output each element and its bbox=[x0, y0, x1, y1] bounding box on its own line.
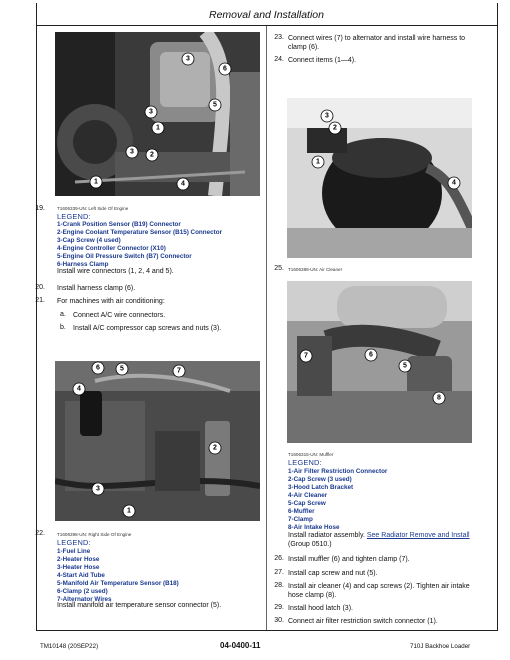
svg-text:6: 6 bbox=[369, 351, 373, 359]
step-19-text: Install wire connectors (1, 2, 4 and 5). bbox=[57, 268, 174, 275]
figure1-legend-item: 2-Engine Coolant Temperature Sensor (B15) Connector bbox=[57, 229, 223, 236]
figure2-legend-item: 6-Clamp (2 used) bbox=[57, 588, 108, 595]
svg-text:3: 3 bbox=[149, 108, 153, 116]
callout-3-mid bbox=[145, 106, 157, 118]
figure2-legend-item: 7-Alternator Wires bbox=[57, 596, 112, 603]
figure2-legend-title: LEGEND: bbox=[57, 538, 91, 547]
svg-text:1: 1 bbox=[94, 178, 98, 186]
step-26-text: Install muffler (6) and tighten clamp (7). bbox=[288, 556, 410, 563]
figure2-callouts bbox=[55, 361, 260, 521]
figure4-callouts bbox=[287, 281, 472, 443]
step-29-text: Install hood latch (3). bbox=[288, 605, 353, 612]
callout-4 bbox=[448, 177, 460, 189]
step-24-text: Connect items (1—4). bbox=[288, 57, 357, 64]
figure4-legend-item: 8-Air Intake Hose bbox=[288, 524, 340, 531]
callout-8 bbox=[433, 392, 445, 404]
svg-text:2: 2 bbox=[213, 444, 217, 452]
svg-text:6: 6 bbox=[96, 364, 100, 372]
radiator-procedure-link[interactable]: See Radiator Remove and Install bbox=[366, 532, 470, 539]
step-28-text-line2: hose clamp (8). bbox=[288, 592, 337, 599]
svg-text:4: 4 bbox=[181, 180, 185, 188]
step-20-text: Install harness clamp (6). bbox=[57, 285, 136, 292]
svg-text:4: 4 bbox=[77, 385, 81, 393]
callout-3 bbox=[92, 483, 104, 495]
callout-2 bbox=[209, 442, 221, 454]
figure4-legend-item: 2-Cap Screw (3 used) bbox=[288, 476, 352, 483]
step-25-number: 25. bbox=[274, 265, 284, 272]
figure1-legend-item: 5-Engine Oil Pressure Switch (B7) Connector bbox=[57, 253, 192, 260]
svg-text:3: 3 bbox=[96, 485, 100, 493]
step-25-text-line2: (Group 0510.) bbox=[288, 541, 332, 548]
step-27-number: 27. bbox=[274, 569, 284, 576]
svg-text:8: 8 bbox=[437, 394, 441, 402]
step-21a-number: a. bbox=[60, 311, 66, 318]
svg-text:5: 5 bbox=[213, 101, 217, 109]
callout-3-low bbox=[126, 146, 138, 158]
callout-3 bbox=[321, 110, 333, 122]
figure1-callouts bbox=[55, 32, 260, 196]
svg-text:3: 3 bbox=[186, 55, 190, 63]
step-21b-number: b. bbox=[60, 324, 66, 331]
step-28-text-line1: Install air cleaner (4) and cap screws (2). Tighten air intake bbox=[288, 583, 470, 590]
footer-doc-id: TM10148 (20SEP22) bbox=[40, 643, 99, 650]
step-21-text: For machines with air conditioning: bbox=[57, 298, 165, 305]
step-30-text: Connect air filter restriction switch connector (1). bbox=[288, 618, 438, 625]
svg-text:2: 2 bbox=[150, 151, 154, 159]
svg-text:3: 3 bbox=[130, 148, 134, 156]
callout-1-bottom bbox=[90, 176, 102, 188]
callout-7 bbox=[173, 365, 185, 377]
section-title: Removal and Installation bbox=[209, 9, 324, 21]
callout-1 bbox=[312, 156, 324, 168]
figure4-legend-item: 6-Muffler bbox=[288, 508, 315, 515]
figure4-legend-item: 1-Air Filter Restriction Connector bbox=[288, 468, 388, 475]
figure4-legend-item: 4-Air Cleaner bbox=[288, 492, 328, 499]
footer-rule bbox=[36, 630, 497, 631]
step-23-text-line1: Connect wires (7) to alternator and install wire harness to bbox=[288, 35, 466, 42]
svg-text:7: 7 bbox=[304, 352, 308, 360]
step-25-instruction: Install radiator assembly. bbox=[288, 532, 365, 539]
callout-4 bbox=[177, 178, 189, 190]
figure1-legend-item: 3-Cap Screw (4 used) bbox=[57, 237, 121, 244]
callout-3-top bbox=[182, 53, 194, 65]
figure2-legend-item: 1-Fuel Line bbox=[57, 548, 91, 555]
footer-page-number: 04-0400-11 bbox=[220, 641, 261, 650]
svg-text:7: 7 bbox=[177, 367, 181, 375]
callout-6 bbox=[219, 63, 231, 75]
step-26-number: 26. bbox=[274, 555, 284, 562]
svg-text:1: 1 bbox=[316, 158, 320, 166]
svg-text:2: 2 bbox=[333, 124, 337, 132]
figure1-legend-item: 6-Harness Clamp bbox=[57, 261, 109, 268]
figure2-legend-item: 2-Heater Hose bbox=[57, 556, 100, 563]
step-24-number: 24. bbox=[274, 56, 284, 63]
svg-text:1: 1 bbox=[156, 124, 160, 132]
svg-text:4: 4 bbox=[452, 179, 456, 187]
svg-text:1: 1 bbox=[127, 507, 131, 515]
step-22-text: Install manifold air temperature sensor connector (5). bbox=[57, 602, 222, 609]
callout-2 bbox=[329, 122, 341, 134]
figure4-legend-item: 5-Cap Screw bbox=[288, 500, 326, 507]
figure2-caption: T1606398-UN: Right Side Of Engine bbox=[57, 532, 132, 537]
step-21b-text: Install A/C compressor cap screws and nuts (3). bbox=[73, 325, 222, 332]
callout-1 bbox=[123, 505, 135, 517]
figure3-callouts bbox=[287, 98, 472, 258]
callout-2 bbox=[146, 149, 158, 161]
step-29-number: 29. bbox=[274, 604, 284, 611]
figure1-legend-item: 4-Engine Controller Connector (X10) bbox=[57, 245, 166, 252]
figure1-legend-title: LEGEND: bbox=[57, 212, 91, 221]
callout-5 bbox=[209, 99, 221, 111]
figure1-legend-item: 1-Crank Position Sensor (B19) Connector bbox=[57, 221, 181, 228]
step-27-text: Install cap screw and nut (5). bbox=[288, 570, 378, 577]
callout-7 bbox=[300, 350, 312, 362]
callout-5 bbox=[399, 360, 411, 372]
step-30-number: 30. bbox=[274, 617, 284, 624]
step-20-number: 20. bbox=[35, 284, 45, 291]
svg-text:5: 5 bbox=[120, 365, 124, 373]
callout-4 bbox=[73, 383, 85, 395]
svg-text:6: 6 bbox=[223, 65, 227, 73]
step-19-number: 19. bbox=[35, 205, 45, 212]
figure4-legend-item: 3-Hood Latch Bracket bbox=[288, 484, 354, 491]
footer-model: 710J Backhoe Loader bbox=[410, 643, 471, 650]
figure4-legend-item: 7-Clamp bbox=[288, 516, 313, 523]
figure4-caption: T1606315-UN: Muffler bbox=[288, 452, 334, 457]
figure2-legend-item: 5-Manifold Air Temperature Sensor (B18) bbox=[57, 580, 179, 587]
step-22-number: 22. bbox=[35, 530, 45, 537]
step-23-number: 23. bbox=[274, 34, 284, 41]
svg-text:3: 3 bbox=[325, 112, 329, 120]
callout-5 bbox=[116, 363, 128, 375]
callout-6 bbox=[365, 349, 377, 361]
svg-text:5: 5 bbox=[403, 362, 407, 370]
column-divider bbox=[266, 26, 267, 630]
step-28-number: 28. bbox=[274, 582, 284, 589]
figure2-legend-item: 4-Start Aid Tube bbox=[57, 572, 105, 579]
step-21a-text: Connect A/C wire connectors. bbox=[73, 312, 166, 319]
step-23-text-line2: clamp (6). bbox=[288, 44, 320, 51]
figure4-legend-title: LEGEND: bbox=[288, 458, 322, 467]
figure2-legend-item: 3-Heater Hose bbox=[57, 564, 100, 571]
figure3-caption: T1606388-UN: Air Cleaner bbox=[288, 267, 343, 272]
figure1-caption: T1606339-UN: Left Side Of Engine bbox=[57, 206, 129, 211]
callout-1-mid bbox=[152, 122, 164, 134]
callout-6 bbox=[92, 362, 104, 374]
step-21-number: 21. bbox=[35, 297, 45, 304]
